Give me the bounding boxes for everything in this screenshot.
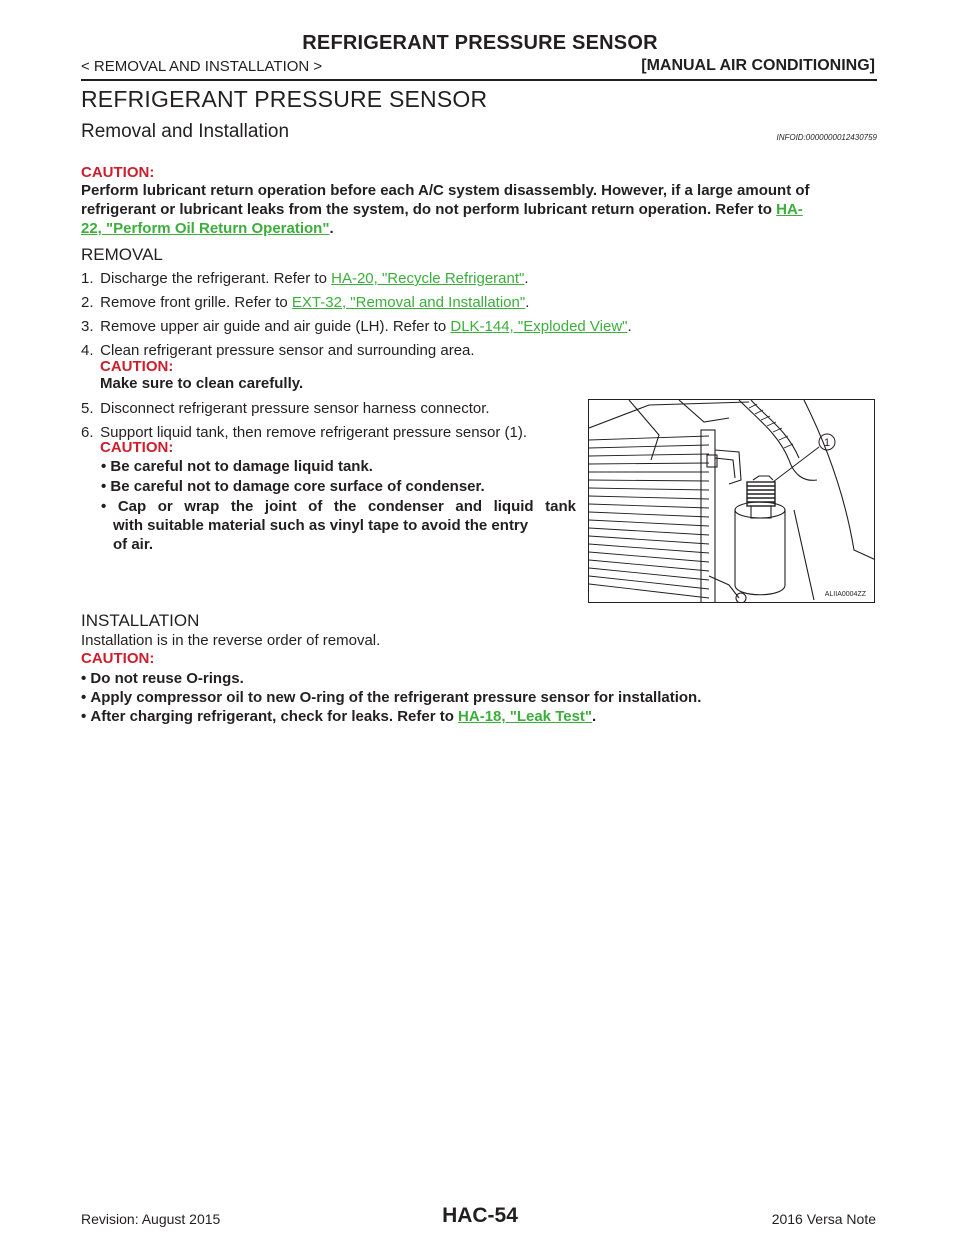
step-text: Remove upper air guide and air guide (LH). Refer to — [100, 318, 451, 335]
removal-step-1 — [81, 269, 529, 288]
running-title: REFRIGERANT PRESSURE SENSOR — [302, 32, 658, 54]
callout-1: 1 — [823, 437, 831, 449]
link-leak-test[interactable]: HA-18, "Leak Test" — [458, 708, 593, 725]
subsection-title: Removal and Installation — [81, 121, 290, 142]
breadcrumb: < REMOVAL AND INSTALLATION > — [81, 58, 323, 75]
removal-heading: REMOVAL — [81, 245, 163, 264]
step6-bullet-3: • Cap or wrap the joint of the condenser and liquid tank — [101, 498, 576, 515]
step-text: Support liquid tank, then remove refrigerant pressure sensor (1). — [100, 424, 528, 441]
installation-caution-label: CAUTION: — [81, 650, 155, 667]
step-number: 1. — [81, 270, 94, 287]
link-removal-and-installation[interactable]: EXT-32, "Removal and Installation" — [291, 294, 526, 311]
step4-caution-label: CAUTION: — [100, 358, 174, 375]
link-oil-return-operation-part1[interactable]: HA- — [776, 201, 803, 218]
page-title: REFRIGERANT PRESSURE SENSOR — [81, 86, 488, 112]
info-id: INFOID:0000000012430759 — [776, 133, 877, 142]
sensor-line-drawing — [589, 400, 875, 603]
caution-text-line1: Perform lubricant return operation before each A/C system disassembly. However, if a large amount of — [81, 182, 810, 199]
caution-suffix: . — [329, 220, 334, 237]
bullet-text: Be careful not to damage liquid tank. — [110, 458, 373, 475]
step-number: 2. — [81, 294, 94, 311]
step6-bullet-2: • Be careful not to damage core surface of condenser. — [101, 478, 485, 495]
condenser-fins — [589, 436, 709, 598]
step-text: Discharge the refrigerant. Refer to — [100, 270, 332, 287]
step-text: Disconnect refrigerant pressure sensor harness connector. — [100, 400, 490, 417]
step6-caution-label: CAUTION: — [100, 439, 174, 456]
bullet-text: Cap or wrap the joint of the condenser and liquid tank — [117, 498, 576, 515]
bullet-suffix: . — [592, 708, 597, 725]
caution-label: CAUTION: — [81, 164, 155, 181]
removal-step-3 — [81, 317, 632, 336]
link-exploded-view[interactable]: DLK-144, "Exploded View" — [450, 318, 628, 335]
installation-heading: INSTALLATION — [81, 611, 200, 630]
install-bullet-3: • After charging refrigerant, check for leaks. Refer to HA-18, "Leak Test". — [81, 708, 597, 725]
step-suffix: . — [627, 318, 632, 335]
caution-text-line2-prefix: refrigerant or lubricant leaks from the system, do not perform lubricant return operation. Refer to — [81, 201, 777, 218]
step-number: 6. — [81, 424, 94, 441]
revision-date: Revision: August 2015 — [81, 1211, 221, 1227]
figure-code: ALIIA0004ZZ — [824, 591, 866, 598]
step-number: 4. — [81, 342, 94, 359]
sensor-illustration — [588, 399, 875, 603]
section-label: [MANUAL AIR CONDITIONING] — [641, 57, 875, 74]
step-number: 5. — [81, 400, 94, 417]
bullet-text: After charging refrigerant, check for leaks. Refer to — [90, 708, 459, 725]
page-number: HAC-54 — [442, 1204, 518, 1227]
step6-bullet-1: • Be careful not to damage liquid tank. — [101, 458, 373, 475]
step-suffix: . — [524, 270, 529, 287]
step-number: 3. — [81, 318, 94, 335]
bullet-text: Do not reuse O-rings. — [90, 670, 244, 687]
step4-caution-text: Make sure to clean carefully. — [100, 375, 304, 392]
bullet-text: Be careful not to damage core surface of condenser. — [110, 478, 485, 495]
step-text: Clean refrigerant pressure sensor and surrounding area. — [100, 342, 475, 359]
step6-bullet-3-cont2: of air. — [113, 536, 154, 553]
install-bullet-2: • Apply compressor oil to new O-ring of the refrigerant pressure sensor for installation. — [81, 689, 702, 706]
header-rule — [81, 79, 877, 81]
caution-text-line3 — [81, 219, 334, 238]
bullet-text: Apply compressor oil to new O-ring of the refrigerant pressure sensor for installation. — [90, 689, 702, 706]
removal-step-2 — [81, 293, 529, 312]
removal-step-5 — [81, 399, 490, 418]
step-text: Remove front grille. Refer to — [100, 294, 292, 311]
vehicle-model: 2016 Versa Note — [771, 1211, 876, 1227]
install-bullet-1: • Do not reuse O-rings. — [81, 670, 244, 687]
caution-text-line2 — [81, 200, 881, 219]
installation-text: Installation is in the reverse order of removal. — [81, 632, 381, 649]
link-oil-return-operation-part2[interactable]: 22, "Perform Oil Return Operation" — [81, 220, 330, 237]
link-recycle-refrigerant[interactable]: HA-20, "Recycle Refrigerant" — [331, 270, 525, 287]
step6-bullet-3-cont: with suitable material such as vinyl tape to avoid the entry — [113, 517, 529, 534]
step-suffix: . — [525, 294, 530, 311]
